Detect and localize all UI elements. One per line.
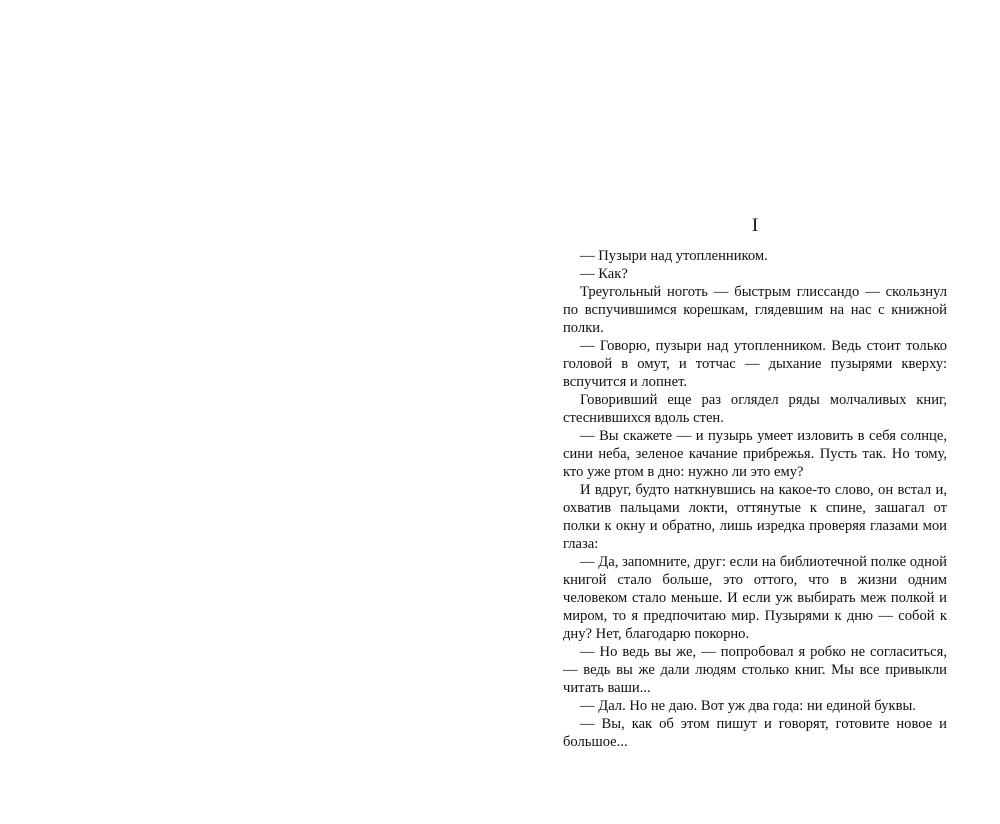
paragraph-1: — Пузыри над утопленником. xyxy=(580,248,768,264)
paragraph-8: — Да, запомните, друг: если на библиотечной полке одной книгой стало больше, это оттого, что в жизни одним человеком стало меньше. И если уж выбирать меж полкой и миром, то я предпочитаю мир. Пузырями к дню — собой к дну? Нет, благодарю покорно. xyxy=(563,554,947,642)
paragraph-2: — Как? xyxy=(580,266,628,282)
paragraph-7: И вдруг, будто наткнувшись на какое-то слово, он встал и, охватив пальцами локти, оттянутые к спине, зашагал от полки к окну и обратно, лишь изредка проверяя глазами мои глаза: xyxy=(563,482,947,552)
paragraph-11: — Вы, как об этом пишут и говорят, готовите новое и большое... xyxy=(563,716,947,750)
paragraph-6: — Вы скажете — и пузырь умеет изловить в себя солнце, сини неба, зеленое качание прибрежья. Пусть так. Но тому, кто уже ртом в дно: нужно ли это ему? xyxy=(563,428,947,480)
chapter-text xyxy=(563,247,947,751)
paragraph-9: — Но ведь вы же, — попробовал я робко не согласиться, — ведь вы же дали людям столько книг. Мы все привыкли читать ваши... xyxy=(563,644,947,696)
paragraph-5: Говоривший еще раз оглядел ряды молчаливых книг, стеснившихся вдоль стен. xyxy=(563,392,947,426)
right-page xyxy=(563,0,947,824)
chapter-number: I xyxy=(751,215,759,236)
paragraph-4: — Говорю, пузыри над утопленником. Ведь стоит только головой в омут, и тотчас — дыхание пузырями кверху: вспучится и лопнет. xyxy=(563,338,947,390)
paragraph-10: — Дал. Но не даю. Вот уж два года: ни единой буквы. xyxy=(580,698,916,714)
paragraph-3: Треугольный ноготь — быстрым глиссандо — скользнул по вспучившимся корешкам, глядевшим на нас с книжной полки. xyxy=(563,284,947,336)
